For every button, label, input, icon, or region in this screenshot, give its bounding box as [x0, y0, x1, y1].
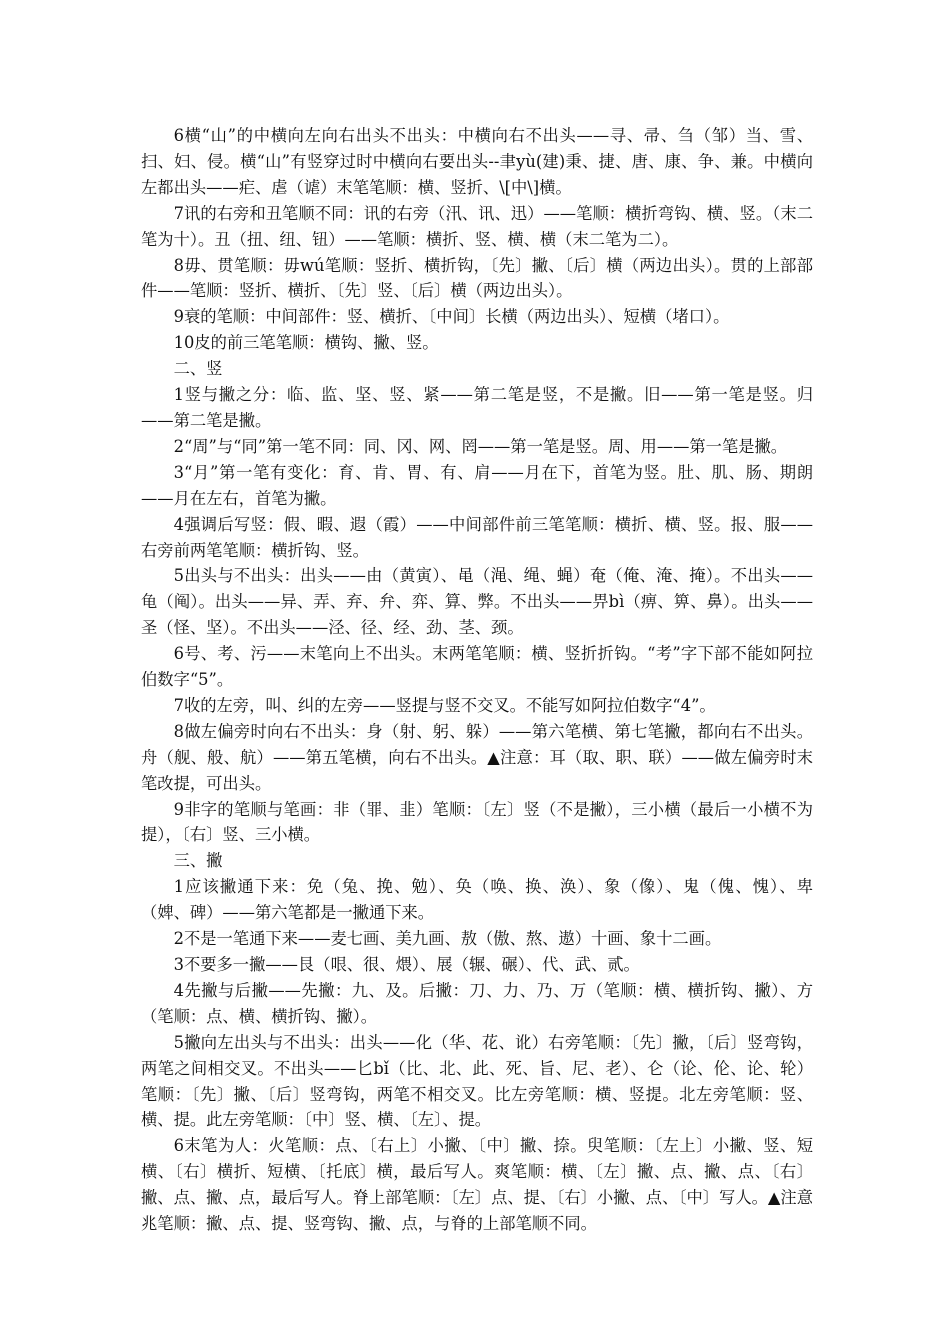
paragraph: 3不要多一撇——艮（哏、很、煨）、展（辗、碾）、代、武、贰。 — [173, 955, 640, 974]
document-body — [141, 123, 813, 1237]
paragraph: 3“月”第一笔有变化：育、肯、胃、有、肩——月在下，首笔为竖。肚、肌、肠、期朗——月在左右，首笔为撇。 — [141, 462, 813, 508]
paragraph: 6末笔为人：火笔顺：点、〔右上〕小撇、〔中〕撇、捺。臾笔顺：〔左上〕小撇、竖、短横、〔右〕横折、短横、〔托底〕横，最后写人。爽笔顺：横、〔左〕撇、点、撇、点、〔右〕撇、点、撇、点，最后写人。脊上部笔顺：〔左〕点、提、〔右〕小撇、点、〔中〕写人。▲注意兆笔顺：撇、点、提、竖弯钩、撇、点，与脊的上部笔顺不同。 — [141, 1136, 813, 1234]
paragraph: 4先撇与后撇——先撇：九、及。后撇：刀、力、乃、万（笔顺：横、横折钩、撇）、方（笔顺：点、横、横折钩、撇）。 — [141, 980, 813, 1026]
paragraph: 10皮的前三笔笔顺：横钩、撇、竖。 — [173, 333, 439, 353]
paragraph: 8做左偏旁时向右不出头：身（射、躬、躲）——第六笔横、第七笔撇，都向右不出头。舟（舰、般、航）——第五笔横，向右不出头。▲注意：耳（取、职、联）——做左偏旁时末笔改提，可出头。 — [141, 721, 813, 793]
paragraph: 1竖与撇之分：临、监、坚、竖、紧——第二笔是竖，不是撇。旧——第一笔是竖。归——第二笔是撇。 — [141, 385, 813, 430]
paragraph: 7收的左旁，叫、纠的左旁——竖提与竖不交叉。不能写如阿拉伯数字“4”。 — [173, 695, 716, 715]
paragraph: 7讯的右旁和丑笔顺不同：讯的右旁（汛、讯、迅）——笔顺：横折弯钩、横、竖。（末二笔为十）。丑（扭、纽、钮）——笔顺：横折、竖、横、横（末二笔为二）。 — [141, 203, 813, 249]
paragraph: 1应该撇通下来：免（兔、挽、勉）、奂（唤、换、涣）、象（像）、鬼（傀、愧）、卑（婢、碑）——第六笔都是一撇通下来。 — [141, 877, 813, 923]
paragraph: 5出头与不出头：出头——由（黄寅）、黾（渑、绳、蝇）奄（俺、淹、掩）。不出头——龟（阄）。出头——异、弄、弃、弁、弈、算、弊。不出头——畀bì（痹、箅、鼻）。出头——圣（怪、坚）。不出头——泾、径、经、劲、茎、颈。 — [141, 566, 813, 638]
section-heading: 三、撇 — [173, 851, 223, 871]
paragraph: 9衰的笔顺：中间部件：竖、横折、〔中间〕长横（两边出头）、短横（堵口）。 — [173, 307, 730, 327]
paragraph: 8毋、贯笔顺：毋wú笔顺：竖折、横折钩，〔先〕撇、〔后〕横（两边出头）。贯的上部部件——笔顺：竖折、横折、〔先〕竖、〔后〕横（两边出头）。 — [141, 255, 813, 301]
paragraph: 5撇向左出头与不出头：出头——化（华、花、讹）右旁笔顺：〔先〕撇，〔后〕竖弯钩，两笔之间相交叉。不出头——匕bǐ（比、北、此、死、旨、尼、老）、仑（论、伦、论、轮）笔顺：〔先〕撇、〔后〕竖弯钩，两笔不相交叉。比左旁笔顺：横、竖提。北左旁笔顺：竖、横、提。此左旁笔顺：〔中〕竖、横、〔左〕、提。 — [141, 1032, 813, 1130]
paragraph: 2不是一笔通下来——麦七画、美九画、敖（傲、熬、遨）十画、象十二画。 — [173, 929, 722, 949]
paragraph: 6横“山”的中横向左向右出头不出头：中横向右不出头——寻、帚、刍（邹）当、雪、扫、妇、侵。横“山”有竖穿过时中横向右要出头--聿yù(建)秉、捷、唐、康、争、兼。中横向左都出头——疟、虐（谑）末笔笔顺：横、竖折、\[中\]横。 — [141, 126, 813, 197]
paragraph: 9非字的笔顺与笔画：非（罪、韭）笔顺：〔左〕竖（不是撇），三小横（最后一小横不为提），〔右〕竖、三小横。 — [141, 799, 813, 845]
section-heading: 二、竖 — [173, 359, 223, 379]
paragraph: 6号、考、污——末笔向上不出头。末两笔笔顺：横、竖折折钩。“考”字下部不能如阿拉伯数字“5”。 — [141, 644, 813, 690]
paragraph: 4强调后写竖：假、暇、遐（霞）——中间部件前三笔笔顺：横折、横、竖。报、服——右旁前两笔笔顺：横折钩、竖。 — [141, 514, 813, 560]
paragraph: 2“周”与“同”第一笔不同：同、冈、网、罔——第一笔是竖。周、用——第一笔是撇。 — [173, 436, 788, 456]
